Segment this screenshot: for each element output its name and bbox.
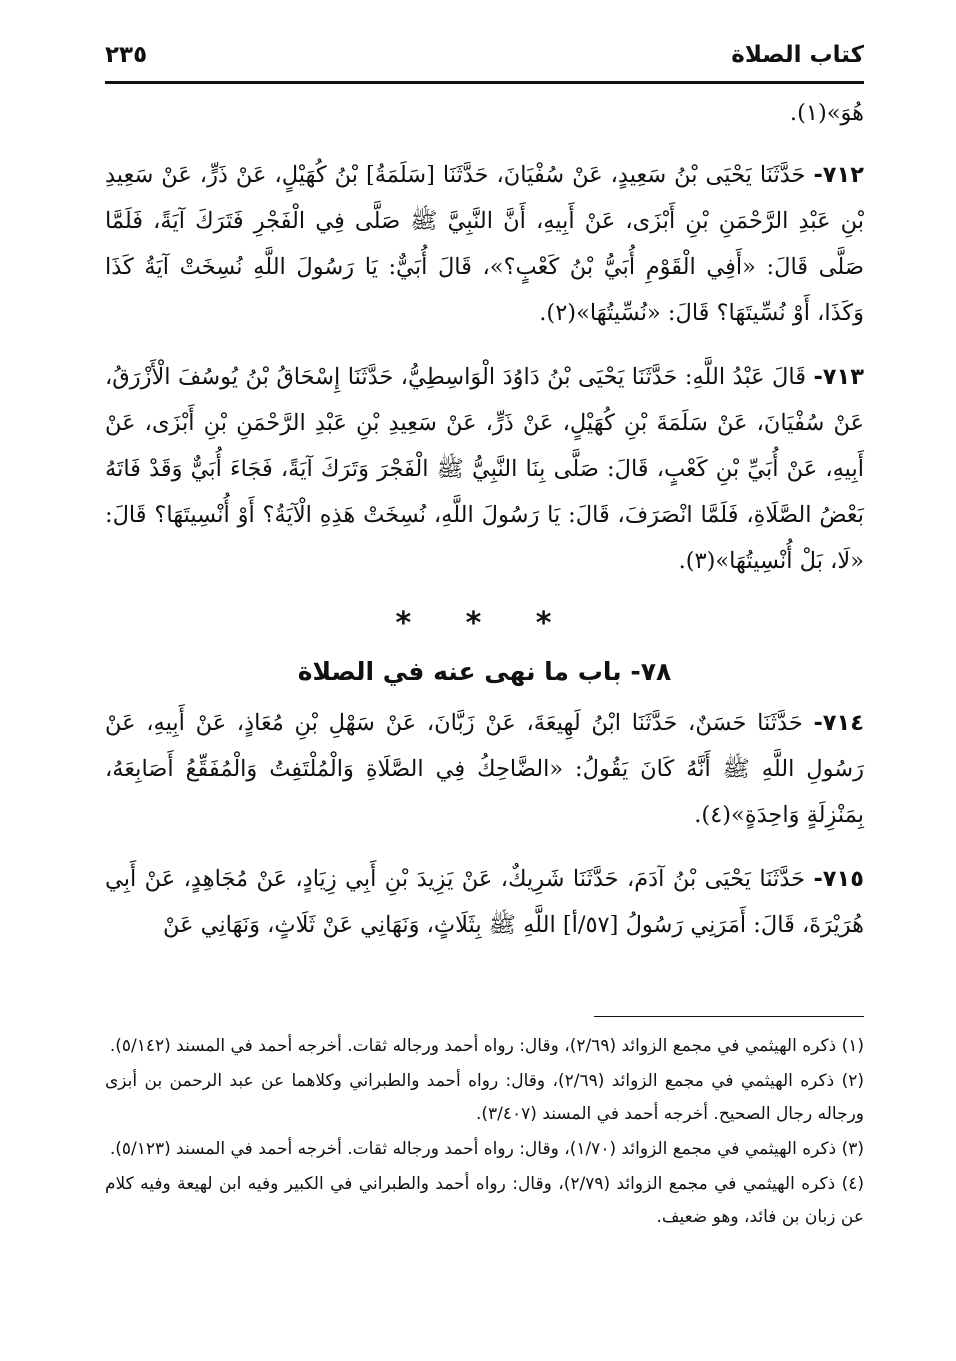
- chapter-title: ٧٨- باب ما نهى عنه في الصلاة: [297, 657, 672, 686]
- footnote-rule: [594, 1016, 864, 1017]
- page-header: [105, 34, 864, 84]
- hadith-number: ٧١٥-: [813, 866, 864, 892]
- footnote-4: (٤) ذكره الهيثمي في مجمع الزوائد (٢/٧٩)، وقال: رواه أحمد والطبراني في الكبير وفيه ابن لهيعة وفيه كلام عن زبان بن فائد، وهو ضعيف.: [105, 1174, 864, 1227]
- hadith-715: [105, 856, 864, 948]
- hadith-number: ٧١٢-: [813, 162, 864, 188]
- main-text: [105, 90, 864, 948]
- hadith-714: [105, 700, 864, 838]
- hadith-text: قَالَ عَبْدُ اللَّهِ: حَدَّثَنَا يَحْيَى بْنُ دَاوُدَ الْوَاسِطِيُّ، حَدَّثَنَا إِسْحَاقُ بْنُ يُوسُفَ الْأَزْرَقُ، عَنْ سُفْيَانَ، عَنْ سَلَمَةَ بْنِ كُهَيْلٍ، عَنْ ذَرٍّ، عَنْ سَعِيدِ بْنِ عَبْدِ الرَّحْمَنِ بْنِ أَبْزَى، عَنْ أَبِيهِ، عَنْ أُبَيِّ بْنِ كَعْبٍ، قَالَ: صَلَّى بِنَا النَّبِيُّ ﷺ الْفَجْرَ وَتَرَكَ آيَةً، فَجَاءَ أُبَيٌّ وَقَدْ فَاتَهُ بَعْضُ الصَّلَاةِ، فَلَمَّا انْصَرَفَ، قَالَ: يَا رَسُولَ اللَّهِ، نُسِخَتْ هَذِهِ الْآيَةُ؟ أَوْ أُنْسِيتَهَا؟ قَالَ: «لَا، بَلْ أُنْسِيتُهَا»(٣).: [105, 364, 864, 574]
- hadith-text: حَدَّثَنَا يَحْيَى بْنُ سَعِيدٍ، عَنْ سُفْيَانَ، حَدَّثَنَا [سَلَمَةُ] بْنُ كُهَيْلٍ، عَنْ ذَرٍّ، عَنْ سَعِيدِ بْنِ عَبْدِ الرَّحْمَنِ بْنِ أَبْزَى، عَنْ أَبِيهِ، أَنَّ النَّبِيَّ ﷺ صَلَّى فِي الْفَجْرِ فَتَرَكَ آيَةً، فَلَمَّا صَلَّى قَالَ: «أَفِي الْقَوْمِ أُبَيُّ بْنُ كَعْبٍ؟»، قَالَ أُبَيٌّ: يَا رَسُولَ اللَّهِ نُسِخَتْ آيَةُ كَذَا وَكَذَا، أَوْ نُسِّيتَهَا؟ قَالَ: «نُسِّيتُهَا»(٢).: [105, 162, 864, 326]
- footnotes: [105, 1030, 864, 1236]
- footnote-2: (٢) ذكره الهيثمي في مجمع الزوائد (٢/٦٩)، وقال: رواه أحمد والطبراني وكلاهما عن عبد الرحمن بن أبزى ورجاله رجال الصحيح. أخرجه أحمد في المسند (٣/٤٠٧).: [105, 1071, 864, 1124]
- page-number: ٢٣٥: [105, 42, 148, 68]
- footnote-3: (٣) ذكره الهيثمي في مجمع الزوائد (١/٧٠)، وقال: رواه أحمد ورجاله ثقات. أخرجه أحمد في المسند (٥/١٢٣).: [109, 1139, 864, 1159]
- section-separator: * * *: [395, 606, 574, 641]
- hadith-text: حَدَّثَنَا حَسَنٌ، حَدَّثَنَا ابْنُ لَهِيعَةَ، عَنْ زَبَّانَ، عَنْ سَهْلِ بْنِ مُعَاذٍ، عَنْ أَبِيهِ، عَنْ رَسُولِ اللَّهِ ﷺ أَنَّهُ كَانَ يَقُولُ: «الضَّاحِكُ فِي الصَّلَاةِ وَالْمُلْتَفِتُ وَالْمُفَقِّعُ أَصَابِعَهُ، بِمَنْزِلَةٍ وَاحِدَةٍ»(٤).: [105, 710, 864, 828]
- hadith-number: ٧١٤-: [813, 710, 864, 736]
- hadith-text: حَدَّثَنَا يَحْيَى بْنُ آدَمَ، حَدَّثَنَا شَرِيكٌ، عَنْ يَزِيدَ بْنِ أَبِي زِيَادٍ، عَنْ مُجَاهِدٍ، عَنْ أَبِي هُرَيْرَةَ، قَالَ: أَمَرَنِي رَسُولُ [٥٧/أ] اللَّهِ ﷺ بِثَلَاثٍ، وَنَهَانِي عَنْ ثَلَاثٍ، وَنَهَانِي عَنْ: [105, 866, 864, 938]
- header-rule: [105, 81, 864, 84]
- footnote-1: (١) ذكره الهيثمي في مجمع الزوائد (٢/٦٩)، وقال: رواه أحمد ورجاله ثقات. أخرجه أحمد في المسند (٥/١٤٢).: [109, 1036, 864, 1056]
- hadith-712: [105, 152, 864, 336]
- hadith-number: ٧١٣-: [813, 364, 864, 390]
- running-title: كتاب الصلاة: [731, 42, 864, 68]
- continued-text: هُوَ»(١).: [789, 100, 864, 126]
- hadith-713: [105, 354, 864, 584]
